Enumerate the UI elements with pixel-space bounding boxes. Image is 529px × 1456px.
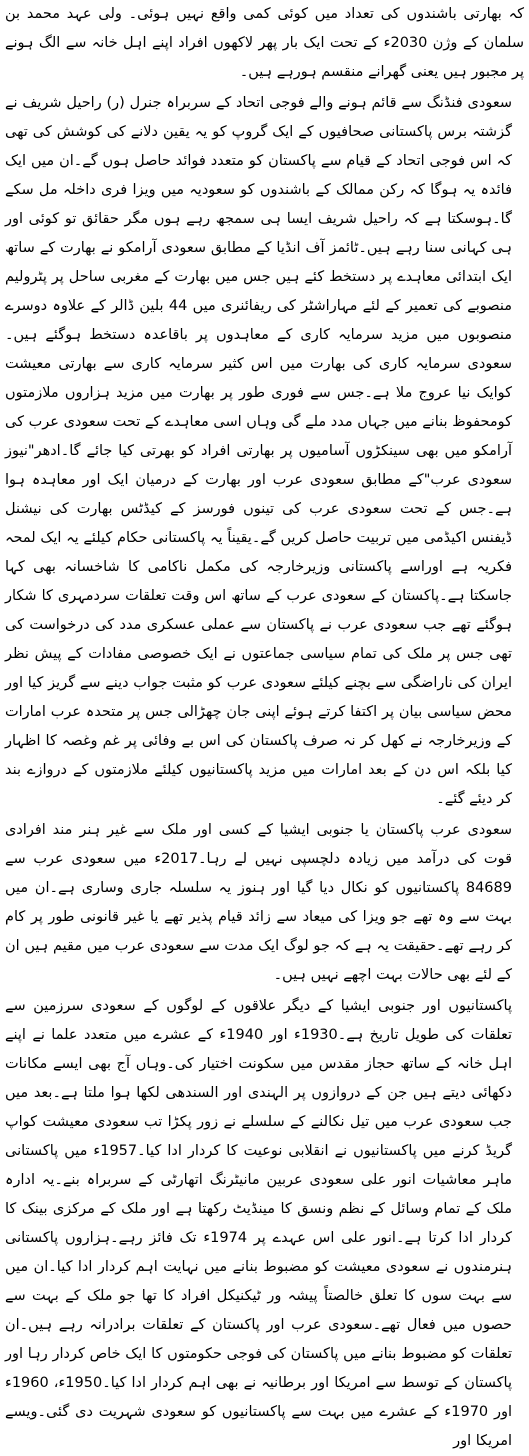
article-paragraph-4: پاکستانیوں اور جنوبی ایشیا کے دیگر علاقوں کے لوگوں کے سعودی سرزمین سے تعلقات کی طویل تاریخ ہے۔1930ء اور 1940ء کے عشرے میں متعدد علما نے اپنے اہل خانہ کے ساتھ حجاز مقدس میں سکونت اختیار کی۔وہاں آج بھی ایسے مکانات دکھائی دیتے ہیں جن کے دروازوں پر الہندی اور السندھی لکھا ہوا ملتا ہے۔بعد میں جب سعودی عرب میں تیل نکالنے کے سلسلے نے زور پکڑا تب سعودی معیشت کواپ گریڈ کرنے میں پاکستانیوں نے انقلابی نوعیت کا کردار ادا کیا۔1957ء میں پاکستانی ماہر معاشیات انور علی سعودی عربین مانیٹرنگ اتھارٹی کے سربراہ بنے۔یہ ادارہ ملک کے تمام وسائل کے نظم ونسق کا مینڈیٹ رکھتا ہے اور ملک کے مرکزی بینک کا کردار ادا کرتا ہے۔انور علی اس عہدے پر 1974ء تک فائز رہے۔ہزاروں پاکستانی ہنرمندوں نے سعودی معیشت کو مضبوط بنانے میں نہایت اہم کردار ادا کیا۔ان میں سے بہت سوں کا تعلق خالصتاً پیشہ ور ٹیکنیکل افراد کا تھا جو ملک کے بہت سے حصوں میں فعال تھے۔سعودی عرب اور پاکستان کے تعلقات برادرانہ رہے ہیں۔ان تعلقات کو مضبوط بنانے میں پاکستان کی فوجی حکومتوں کا ایک خاص کردار رہا اور پاکستان کے توسط سے امریکا اور برطانیہ نے بھی اہم کردار ادا کیا۔1950ء، 1960ء اور 1970ء کے عشرے میں بہت سے پاکستانیوں کو سعودی شہریت دی گئی۔ویسے امریکا اور bbox=[5, 998, 512, 1449]
article-paragraph-1: کہ بھارتی باشندوں کی تعداد میں کوئی کمی واقع نہیں ہوئی۔ ولی عہد محمد بن سلمان کے وژن 2030ء کے تحت ایک بار پھر لاکھوں افراد اپنے اہل خانہ سے الگ ہونے پر مجبور ہیں یعنی گھرانے منقسم ہورہے ہیں۔ bbox=[5, 6, 525, 80]
article-body bbox=[5, 0, 524, 1456]
article-paragraph-3: سعودی عرب پاکستان یا جنوبی ایشیا کے کسی اور ملک سے غیر ہنر مند افرادی قوت کی درآمد میں زیادہ دلچسپی نہیں لے رہا۔2017ء میں سعودی عرب سے 84689 پاکستانیوں کو نکال دیا گیا اور ہنوز یہ سلسلہ جاری وساری ہے۔ان میں بہت سے وہ تھے جو ویزا کی میعاد سے زائد قیام پذیر تھے یا غیر قانونی طور پر کام کر رہے تھے۔حقیقت یہ ہے کہ جو لوگ ایک مدت سے سعودی عرب میں مقیم ہیں ان کے لئے بھی حالات بہت اچھے نہیں ہیں۔ bbox=[5, 822, 513, 983]
article-paragraph-2: سعودی فنڈنگ سے قائم ہونے والے فوجی اتحاد کے سربراہ جنرل (ر) راحیل شریف نے گزشتہ برس پاکستانی صحافیوں کے ایک گروپ کو یہ یقین دلانے کی کوشش کی تھی کہ اس فوجی اتحاد کے قیام سے پاکستان کو متعدد فوائد حاصل ہوں گے۔ان میں ایک فائدہ یہ ہوگا کہ رکن ممالک کے باشندوں کو سعودیہ میں ویزا فری داخلہ مل سکے گا۔ہوسکتا ہے کہ راحیل شریف ایسا ہی سمجھ رہے ہوں مگر حقائق تو کوئی اور ہی کہانی سنا رہے ہیں۔ٹائمز آف انڈیا کے مطابق سعودی آرامکو نے بھارت کے ساتھ ایک ابتدائی معاہدے پر دستخط کئے ہیں جس میں بھارت کے مغربی ساحل پر پٹرولیم منصوبے کی تعمیر کے لئے مہاراشٹر کی ریفائنری میں 44 بلین ڈالر کے علاوہ دوسرے منصوبوں میں مزید سرمایہ کاری کے معاہدوں پر باقاعدہ دستخط ہوگئے ہیں۔سعودی سرمایہ کاری کی بھارت میں اس کثیر سرمایہ کاری سے بھارتی معیشت کوایک نیا عروج ملا ہے۔جس سے فوری طور پر بھارت میں مزید ہزاروں ملازمتوں کومحفوظ بنانے میں جہاں مدد ملے گی وہاں اسی معاہدے کے تحت سعودی عرب کی آرامکو میں بھی سینکڑوں آسامیوں پر بھارتی افراد کو بھرتی کیا جائے گا۔ادھر"نیوز سعودی عرب"کے مطابق سعودی عرب اور بھارت کے درمیان ایک اور معاہدہ ہوا ہے۔جس کے تحت سعودی عرب کی تینوں فورسز کے کیڈٹس بھارت کی نیشنل ڈیفنس اکیڈمی میں تربیت حاصل کریں گے۔یقیناً یہ پاکستانی حکام کیلئے یہ ایک لمحہ فکریہ ہے اوراسے پاکستانی وزیرخارجہ کی مکمل ناکامی کا شاخسانہ بھی کہا جاسکتا ہے۔پاکستان کے سعودی عرب کے ساتھ اس وقت تعلقات سردمہری کا شکار ہوگئے تھے جب سعودی عرب نے پاکستان سے عملی عسکری مدد کی درخواست کی تھی جس پر ملک کی تمام سیاسی جماعتوں نے ایک خصوصی مفادات کے پیش نظر ایران کی ناراضگی سے بچنے کیلئے سعودی عرب کو مثبت جواب دینے سے گریز کیا اور محض سیاسی بیان پر اکتفا کرتے ہوئے اپنی جان چھڑالی جس پر متحدہ عرب امارات کے وزیرخارجہ نے کھل کر نہ صرف پاکستان کی اس بے وفائی پر غم وغصہ کا اظہار کیا بلکہ اس دن کے بعد امارات میں مزید پاکستانیوں کیلئے ملازمتوں کے دروازے بند کر دیئے گئے۔ bbox=[5, 95, 512, 807]
